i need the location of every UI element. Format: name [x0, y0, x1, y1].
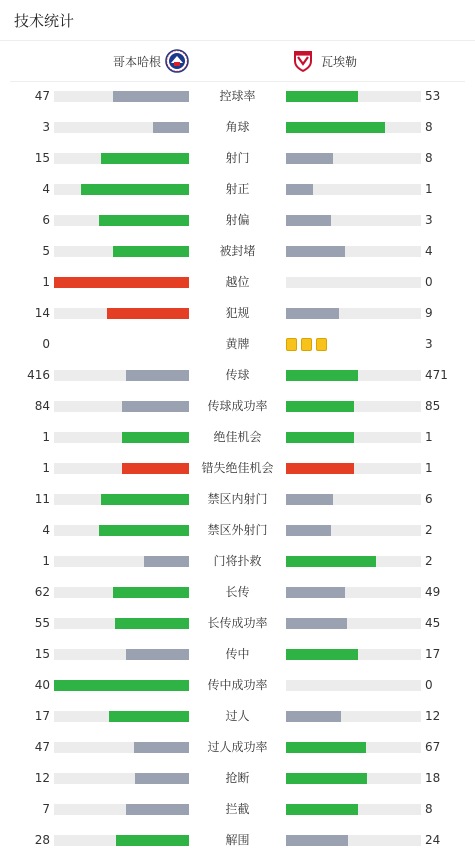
stat-label: 射正	[225, 182, 250, 196]
away-bar-fill	[286, 122, 385, 133]
stat-row	[0, 81, 475, 112]
stat-label: 黄牌	[225, 337, 250, 351]
away-stat-value: 24	[425, 833, 441, 847]
stat-label: 拦截	[225, 802, 250, 816]
home-bar-fill	[81, 184, 189, 195]
home-bar-track	[54, 835, 189, 846]
home-bar-track	[54, 308, 189, 319]
home-bar-fill	[109, 711, 189, 722]
away-stat-value: 18	[425, 771, 441, 785]
yellow-card-icon	[316, 338, 327, 351]
away-bar-track	[286, 184, 421, 195]
away-stat-value: 2	[425, 523, 433, 537]
home-stat-value: 4	[42, 182, 50, 196]
home-bar-fill	[116, 835, 189, 846]
home-bar-fill	[126, 370, 189, 381]
home-bar-track	[54, 525, 189, 536]
stat-label: 禁区内射门	[207, 492, 268, 506]
away-bar-track	[286, 463, 421, 474]
home-stat-value: 12	[34, 771, 50, 785]
stat-label: 绝佳机会	[213, 430, 262, 444]
home-bar-track	[54, 91, 189, 102]
away-bar-fill	[286, 711, 341, 722]
stat-label: 被封堵	[219, 244, 256, 258]
away-yellow-cards	[286, 338, 327, 351]
away-bar-track	[286, 246, 421, 257]
stat-row	[0, 670, 475, 701]
stat-row	[0, 763, 475, 794]
stat-label: 解围	[225, 833, 250, 847]
away-stat-value: 8	[425, 120, 433, 134]
home-stat-value: 28	[34, 833, 50, 847]
vejle-bk-crest-icon	[291, 49, 315, 73]
stat-row	[0, 267, 475, 298]
stat-label: 长传成功率	[207, 616, 268, 630]
away-bar-fill	[286, 401, 354, 412]
home-bar-track	[54, 742, 189, 753]
away-bar-fill	[286, 370, 358, 381]
yellow-card-icon	[286, 338, 297, 351]
away-bar-track	[286, 804, 421, 815]
home-stat-value: 7	[42, 802, 50, 816]
page-header	[0, 0, 475, 40]
home-bar-fill	[99, 215, 189, 226]
home-stat-value: 47	[34, 740, 50, 754]
stat-row	[0, 701, 475, 732]
teams-header	[0, 41, 475, 81]
stat-row	[0, 236, 475, 267]
away-bar-fill	[286, 742, 366, 753]
home-stat-value: 6	[42, 213, 50, 227]
home-stat-value: 55	[34, 616, 50, 630]
home-bar-fill	[54, 680, 189, 691]
home-bar-fill	[54, 277, 189, 288]
away-stat-value: 12	[425, 709, 441, 723]
away-bar-track	[286, 742, 421, 753]
home-stat-value: 4	[42, 523, 50, 537]
stat-label: 传中成功率	[207, 678, 268, 692]
away-bar-track	[286, 153, 421, 164]
home-bar-fill	[122, 463, 190, 474]
away-bar-track	[286, 618, 421, 629]
fc-copenhagen-crest-icon	[165, 49, 189, 73]
home-bar-track	[54, 711, 189, 722]
stat-label: 长传	[225, 585, 250, 599]
home-bar-track	[54, 494, 189, 505]
away-stat-value: 3	[425, 337, 433, 351]
stat-row	[0, 298, 475, 329]
away-bar-fill	[286, 804, 358, 815]
stat-label: 禁区外射门	[207, 523, 268, 537]
away-bar-fill	[286, 432, 354, 443]
away-bar-track	[286, 680, 421, 691]
stats-list	[0, 81, 475, 856]
home-bar-fill	[144, 556, 189, 567]
away-bar-track	[286, 494, 421, 505]
stat-row	[0, 732, 475, 763]
home-bar-fill	[115, 618, 189, 629]
away-bar-track	[286, 401, 421, 412]
stat-label: 角球	[225, 120, 250, 134]
home-stat-value: 3	[42, 120, 50, 134]
home-bar-track	[54, 463, 189, 474]
away-bar-fill	[286, 587, 345, 598]
home-bar-fill	[113, 587, 189, 598]
away-stat-value: 6	[425, 492, 433, 506]
home-bar-fill	[126, 804, 189, 815]
away-bar-track	[286, 711, 421, 722]
stat-label: 越位	[225, 275, 250, 289]
home-bar-track	[54, 773, 189, 784]
home-stat-value: 1	[42, 461, 50, 475]
home-stat-value: 62	[34, 585, 50, 599]
stat-row	[0, 794, 475, 825]
stat-row	[0, 546, 475, 577]
stat-row	[0, 639, 475, 670]
stat-row	[0, 391, 475, 422]
away-bar-fill	[286, 215, 331, 226]
away-bar-track	[286, 277, 421, 288]
home-bar-fill	[101, 153, 189, 164]
away-bar-fill	[286, 835, 348, 846]
stat-label: 传中	[225, 647, 250, 661]
away-stat-value: 0	[425, 275, 433, 289]
away-stat-value: 67	[425, 740, 441, 754]
home-bar-track	[54, 804, 189, 815]
stat-row	[0, 577, 475, 608]
away-bar-track	[286, 773, 421, 784]
away-stat-value: 49	[425, 585, 441, 599]
home-bar-fill	[134, 742, 189, 753]
stat-label: 射门	[225, 151, 250, 165]
away-bar-fill	[286, 246, 345, 257]
away-stat-value: 2	[425, 554, 433, 568]
home-stat-value: 5	[42, 244, 50, 258]
home-bar-track	[54, 432, 189, 443]
home-stat-value: 1	[42, 554, 50, 568]
stat-row	[0, 608, 475, 639]
home-bar-fill	[99, 525, 189, 536]
away-bar-track	[286, 308, 421, 319]
home-stat-value: 11	[34, 492, 50, 506]
stat-row	[0, 515, 475, 546]
stat-row	[0, 112, 475, 143]
home-bar-track	[54, 215, 189, 226]
away-bar-track	[286, 556, 421, 567]
stat-row	[0, 174, 475, 205]
stat-row	[0, 360, 475, 391]
away-bar-track	[286, 122, 421, 133]
away-bar-fill	[286, 618, 347, 629]
stat-label: 过人	[225, 709, 250, 723]
yellow-card-icon	[301, 338, 312, 351]
away-bar-track	[286, 587, 421, 598]
away-stat-value: 3	[425, 213, 433, 227]
stat-label: 犯规	[225, 306, 250, 320]
home-bar-track	[54, 184, 189, 195]
home-stat-value: 47	[34, 89, 50, 103]
away-stat-value: 1	[425, 182, 433, 196]
away-stat-value: 471	[425, 368, 448, 382]
home-team-name: 哥本哈根	[113, 54, 162, 69]
stat-label: 门将扑救	[213, 554, 262, 568]
home-stat-value: 40	[34, 678, 50, 692]
away-stat-value: 53	[425, 89, 441, 103]
away-stat-value: 8	[425, 802, 433, 816]
away-bar-fill	[286, 91, 358, 102]
stat-row	[0, 484, 475, 515]
away-stat-value: 8	[425, 151, 433, 165]
away-bar-fill	[286, 308, 339, 319]
home-bar-fill	[113, 246, 189, 257]
home-stat-value: 1	[42, 275, 50, 289]
away-bar-fill	[286, 153, 333, 164]
home-bar-fill	[107, 308, 189, 319]
home-bar-fill	[113, 91, 189, 102]
home-bar-fill	[126, 649, 189, 660]
away-bar-track	[286, 432, 421, 443]
home-stat-value: 416	[27, 368, 50, 382]
home-stat-value: 84	[34, 399, 50, 413]
stat-row	[0, 205, 475, 236]
stat-label: 过人成功率	[207, 740, 268, 754]
away-team-name: 瓦埃勒	[321, 54, 358, 69]
home-bar-track	[54, 122, 189, 133]
away-stat-value: 4	[425, 244, 433, 258]
away-bar-track	[286, 649, 421, 660]
home-bar-track	[54, 277, 189, 288]
away-bar-fill	[286, 494, 333, 505]
home-bar-track	[54, 153, 189, 164]
stat-label: 错失绝佳机会	[201, 461, 274, 475]
stat-label: 射偏	[225, 213, 250, 227]
home-bar-track	[54, 680, 189, 691]
home-stat-value: 14	[34, 306, 50, 320]
stat-label: 控球率	[219, 89, 256, 103]
home-bar-track	[54, 246, 189, 257]
stat-row	[0, 329, 475, 360]
home-bar-fill	[101, 494, 189, 505]
away-stat-value: 17	[425, 647, 441, 661]
home-bar-fill	[122, 432, 190, 443]
away-bar-track	[286, 91, 421, 102]
away-bar-fill	[286, 556, 376, 567]
away-bar-track	[286, 525, 421, 536]
home-bar-track	[54, 556, 189, 567]
home-bar-fill	[135, 773, 189, 784]
home-bar-track	[54, 587, 189, 598]
away-bar-track	[286, 215, 421, 226]
home-stat-value: 1	[42, 430, 50, 444]
home-bar-track	[54, 618, 189, 629]
away-bar-track	[286, 835, 421, 846]
away-bar-fill	[286, 184, 313, 195]
stat-row	[0, 143, 475, 174]
away-stat-value: 1	[425, 461, 433, 475]
home-bar-track	[54, 401, 189, 412]
away-stat-value: 0	[425, 678, 433, 692]
away-team[interactable]	[291, 41, 357, 81]
home-stat-value: 0	[42, 337, 50, 351]
home-bar-track	[54, 649, 189, 660]
away-bar-fill	[286, 649, 358, 660]
stat-row	[0, 453, 475, 484]
away-stat-value: 45	[425, 616, 441, 630]
away-bar-fill	[286, 463, 354, 474]
home-stat-value: 17	[34, 709, 50, 723]
away-bar-track	[286, 370, 421, 381]
away-stat-value: 9	[425, 306, 433, 320]
away-bar-fill	[286, 525, 331, 536]
home-bar-fill	[153, 122, 189, 133]
home-team[interactable]	[113, 41, 189, 81]
home-bar-track	[54, 370, 189, 381]
stat-label: 抢断	[225, 771, 250, 785]
away-stat-value: 85	[425, 399, 441, 413]
home-stat-value: 15	[34, 647, 50, 661]
stat-label: 传球	[225, 368, 250, 382]
stat-row	[0, 825, 475, 856]
home-stat-value: 15	[34, 151, 50, 165]
stat-row	[0, 422, 475, 453]
page-title: 技术统计	[14, 11, 75, 30]
away-bar-fill	[286, 773, 367, 784]
stat-label: 传球成功率	[207, 399, 268, 413]
away-stat-value: 1	[425, 430, 433, 444]
home-bar-fill	[122, 401, 190, 412]
